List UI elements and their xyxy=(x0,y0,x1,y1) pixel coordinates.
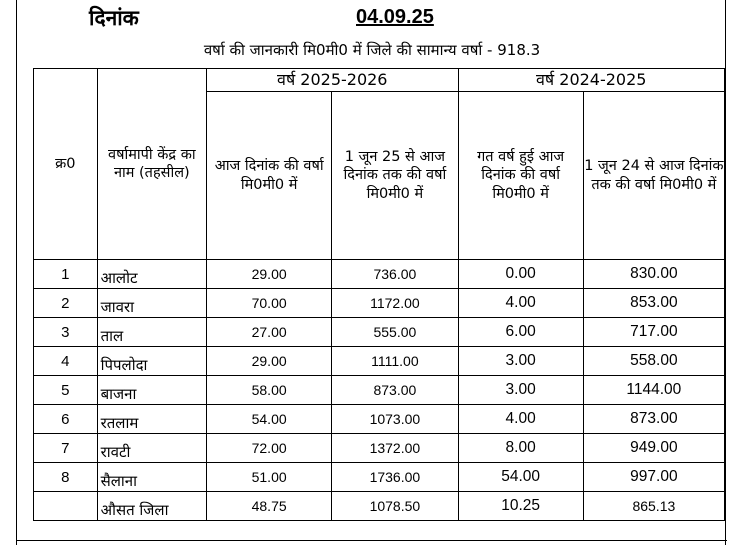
average-serial-cell xyxy=(34,492,98,521)
serial-cell: 2 xyxy=(34,289,98,318)
serial-cell: 5 xyxy=(34,376,98,405)
today-rain-cell: 29.00 xyxy=(207,260,332,289)
last-year-today-cell: 54.00 xyxy=(458,463,583,492)
date-label: दिनांक xyxy=(89,6,139,30)
serial-cell: 1 xyxy=(34,260,98,289)
today-rain-cell: 54.00 xyxy=(207,405,332,434)
table-row xyxy=(34,289,725,318)
rainfall-table xyxy=(33,68,725,521)
table-row xyxy=(34,376,725,405)
table-row xyxy=(34,260,725,289)
report-date: 04.09.25 xyxy=(356,6,434,28)
serial-header: क्र0 xyxy=(34,69,98,260)
table-row xyxy=(34,405,725,434)
average-cum-2024: 865.13 xyxy=(583,492,724,521)
cumulative-2025-header: 1 जून 25 से आज दिनांक तक की वर्षा मि0मी0 में xyxy=(332,92,458,260)
station-name-cell: जावरा xyxy=(97,289,206,318)
last-year-today-cell: 0.00 xyxy=(458,260,583,289)
bottom-rule xyxy=(17,540,727,541)
station-name-cell: सैलाना xyxy=(97,463,206,492)
report-subtitle: वर्षा की जानकारी मि0मी0 में जिले की सामान्य वर्षा - 918.3 xyxy=(203,41,541,59)
serial-cell: 3 xyxy=(34,318,98,347)
cumulative-2024-cell: 997.00 xyxy=(583,463,724,492)
average-cum-2025: 1078.50 xyxy=(332,492,458,521)
cumulative-2024-cell: 949.00 xyxy=(583,434,724,463)
cumulative-2024-cell: 558.00 xyxy=(583,347,724,376)
station-name-cell: ताल xyxy=(97,318,206,347)
table-row xyxy=(34,347,725,376)
cumulative-2024-cell: 830.00 xyxy=(583,260,724,289)
serial-cell: 4 xyxy=(34,347,98,376)
last-year-today-cell: 4.00 xyxy=(458,289,583,318)
last-year-today-cell: 3.00 xyxy=(458,347,583,376)
rainfall-report-sheet xyxy=(16,0,726,545)
last-year-today-cell: 3.00 xyxy=(458,376,583,405)
cumulative-2024-cell: 873.00 xyxy=(583,405,724,434)
year-2025-header: वर्ष 2025-2026 xyxy=(207,69,459,92)
serial-cell: 6 xyxy=(34,405,98,434)
station-name-cell: रावटी xyxy=(97,434,206,463)
average-label: औसत जिला xyxy=(97,492,206,521)
table-row xyxy=(34,463,725,492)
serial-cell: 8 xyxy=(34,463,98,492)
cumulative-2025-cell: 1172.00 xyxy=(332,289,458,318)
today-rain-cell: 51.00 xyxy=(207,463,332,492)
cumulative-2025-cell: 1073.00 xyxy=(332,405,458,434)
today-rain-cell: 72.00 xyxy=(207,434,332,463)
station-name-cell: पिपलोदा xyxy=(97,347,206,376)
average-row xyxy=(34,492,725,521)
cumulative-2024-header: 1 जून 24 से आज दिनांक तक की वर्षा मि0मी0 में xyxy=(583,92,724,260)
serial-cell: 7 xyxy=(34,434,98,463)
last-year-today-cell: 4.00 xyxy=(458,405,583,434)
today-rain-cell: 27.00 xyxy=(207,318,332,347)
table-row xyxy=(34,318,725,347)
last-year-today-cell: 8.00 xyxy=(458,434,583,463)
table-row xyxy=(34,434,725,463)
station-name-cell: रतलाम xyxy=(97,405,206,434)
average-prev-today: 10.25 xyxy=(458,492,583,521)
cumulative-2025-cell: 1372.00 xyxy=(332,434,458,463)
average-today: 48.75 xyxy=(207,492,332,521)
today-rain-cell: 29.00 xyxy=(207,347,332,376)
today-rain-cell: 70.00 xyxy=(207,289,332,318)
cumulative-2024-cell: 1144.00 xyxy=(583,376,724,405)
last-year-today-cell: 6.00 xyxy=(458,318,583,347)
year-2024-header: वर्ष 2024-2025 xyxy=(458,69,724,92)
group-header-row xyxy=(34,69,725,92)
station-name-cell: आलोट xyxy=(97,260,206,289)
today-rain-header: आज दिनांक की वर्षा मि0मी0 में xyxy=(207,92,332,260)
station-name-cell: बाजना xyxy=(97,376,206,405)
cumulative-2025-cell: 1736.00 xyxy=(332,463,458,492)
cumulative-2025-cell: 736.00 xyxy=(332,260,458,289)
station-header: वर्षामापी केंद्र का नाम (तहसील) xyxy=(97,69,206,260)
cumulative-2025-cell: 555.00 xyxy=(332,318,458,347)
cumulative-2024-cell: 853.00 xyxy=(583,289,724,318)
cumulative-2025-cell: 873.00 xyxy=(332,376,458,405)
last-year-today-header: गत वर्ष हुई आज दिनांक की वर्षा मि0मी0 में xyxy=(458,92,583,260)
cumulative-2024-cell: 717.00 xyxy=(583,318,724,347)
today-rain-cell: 58.00 xyxy=(207,376,332,405)
cumulative-2025-cell: 1111.00 xyxy=(332,347,458,376)
